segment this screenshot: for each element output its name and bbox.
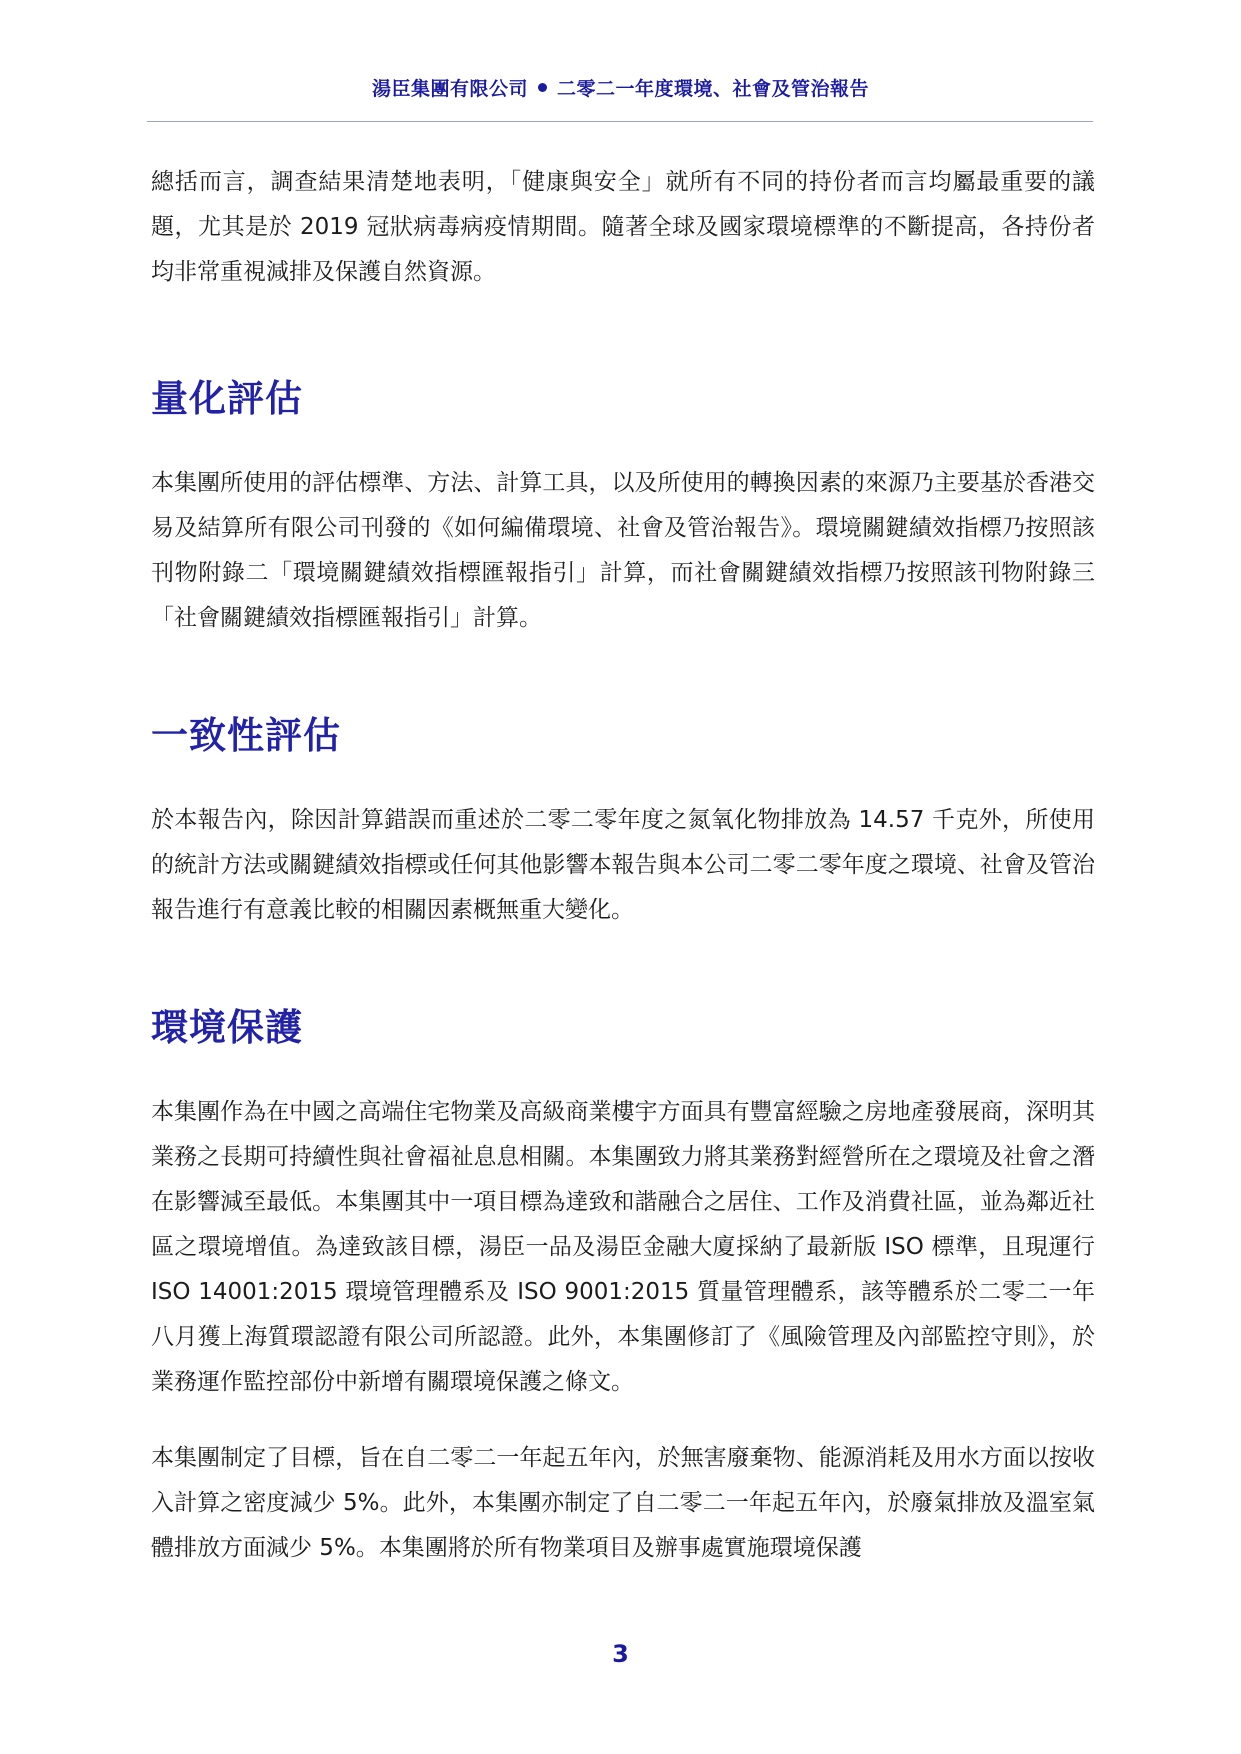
header-divider <box>147 121 1093 122</box>
page-number: 3 <box>612 1640 629 1668</box>
header-report-title: 二零二一年度環境、社會及管治報告 <box>557 78 870 100</box>
quantitative-paragraph: 本集團所使用的評估標準、方法、計算工具，以及所使用的轉換因素的來源乃主要基於香港交易及結算所有限公司刊發的《如何編備環境、社會及管治報告》。環境關鍵績效指標乃按照該刊物附錄二「環境關鍵績效指標匯報指引」計算，而社會關鍵績效指標乃按照該刊物附錄三「社會關鍵績效指標匯報指引」計算。 <box>151 470 1095 631</box>
heading-environmental-protection: 環境保護 <box>151 1005 303 1049</box>
environment-paragraph-2: 本集團制定了目標，旨在自二零二一年起五年內，於無害廢棄物、能源消耗及用水方面以按收入計算之密度減少 5%。此外，本集團亦制定了自二零二一年起五年內，於廢氣排放及溫室氣體排放方面減少 5%。本集團將於所有物業項目及辦事處實施環境保護 <box>151 1445 1095 1561</box>
page-body <box>151 160 1095 1571</box>
header-company: 湯臣集團有限公司 <box>371 78 528 100</box>
header-bullet-icon <box>538 83 547 92</box>
intro-paragraph: 總括而言，調查結果清楚地表明，「健康與安全」就所有不同的持份者而言均屬最重要的議題，尤其是於 2019 冠狀病毒病疫情期間。隨著全球及國家環境標準的不斷提高，各持份者均非常重視減排及保護自然資源。 <box>151 169 1095 285</box>
heading-consistency-assessment: 一致性評估 <box>151 713 341 757</box>
consistency-paragraph: 於本報告內，除因計算錯誤而重述於二零二零年度之氮氧化物排放為 14.57 千克外，所使用的統計方法或關鍵績效指標或任何其他影響本報告與本公司二零二零年度之環境、社會及管治報告進行有意義比較的相關因素概無重大變化。 <box>151 807 1095 923</box>
running-header <box>0 74 1241 101</box>
heading-quantitative-assessment: 量化評估 <box>151 376 303 420</box>
environment-paragraph-1: 本集團作為在中國之高端住宅物業及高級商業樓宇方面具有豐富經驗之房地產發展商，深明其業務之長期可持續性與社會福祉息息相關。本集團致力將其業務對經營所在之環境及社會之潛在影響減至最低。本集團其中一項目標為達致和諧融合之居住、工作及消費社區，並為鄰近社區之環境增值。為達致該目標，湯臣一品及湯臣金融大廈採納了最新版 ISO 標準，且現運行 ISO 14001:2015 環境管理體系及 ISO 9001:2015 質量管理體系，該等體系於二零二一年八月獲上海質環認證有限公司所認證。此外，本集團修訂了《風險管理及內部監控守則》，於業務運作監控部份中新增有關環境保護之條文。 <box>151 1099 1095 1395</box>
